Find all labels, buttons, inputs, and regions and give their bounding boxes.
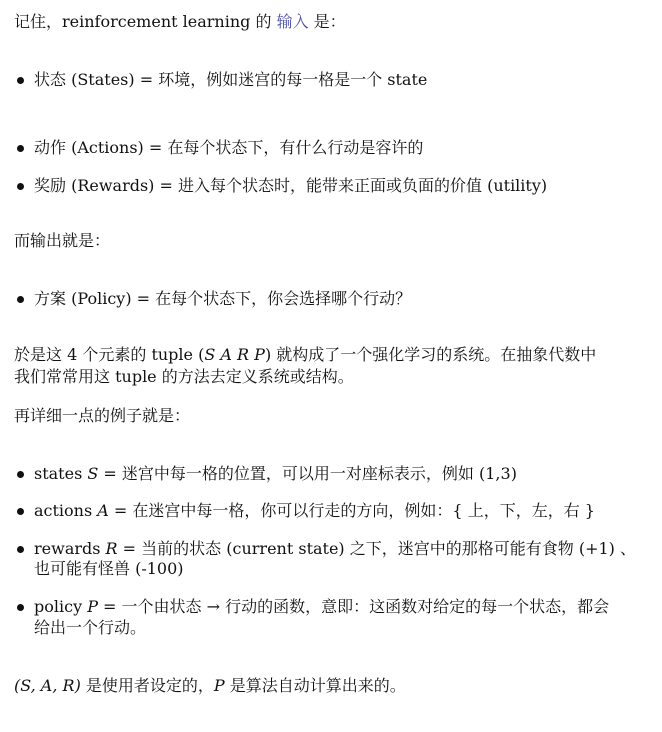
bullet-dot	[17, 183, 24, 190]
bullet-dot	[17, 546, 24, 553]
tuple-paragraph-line2: 我们常常用这 tuple 的方法去定义系统或结构。	[14, 367, 354, 386]
detail-post: = 迷宫中每一格的位置，可以用一对座标表示，例如 (1,3)	[98, 464, 517, 483]
detail-var: S	[87, 464, 99, 483]
intro-line	[14, 11, 346, 33]
output-heading: 而输出就是：	[14, 231, 111, 250]
detail-heading: 再详细一点的例子就是：	[14, 406, 191, 425]
detail-item-rewards	[34, 538, 636, 560]
detail-item-actions	[34, 500, 595, 522]
intro-suffix: 是：	[313, 12, 346, 31]
detail-var: R	[105, 539, 118, 558]
bullet-dot	[17, 508, 24, 515]
detail-pre: policy	[34, 597, 88, 616]
closing-text-1: 是使用者设定的，	[80, 676, 214, 695]
tuple-math: S A R P	[204, 345, 265, 364]
tuple-text-b: ) 就构成了一个强化学习的系统。在抽象代数中	[264, 345, 597, 364]
closing-line	[14, 675, 406, 697]
detail-var: A	[97, 501, 109, 520]
input-link[interactable]: 输入	[276, 12, 309, 31]
detail-item-policy	[34, 596, 609, 618]
bullet-dot	[17, 77, 24, 84]
tuple-paragraph-line1	[14, 344, 596, 366]
detail-item-states	[34, 463, 517, 485]
tuple-text-a: 於是这 4 个元素的 tuple (	[14, 345, 205, 364]
input-item-rewards: 奖励 (Rewards) = 进入每个状态时，能带来正面或负面的价值 (utility)	[34, 176, 548, 195]
input-item-actions: 动作 (Actions) = 在每个状态下，有什么行动是容许的	[34, 138, 424, 157]
bullet-dot	[17, 296, 24, 303]
detail-post: = 当前的状态 (current state) 之下，迷宫中的那格可能有食物 (+1) 、	[117, 539, 637, 558]
detail-post: = 在迷宫中每一格，你可以行走的方向，例如：{ 上，下，左，右 }	[108, 501, 595, 520]
input-item-states: 状态 (States) = 环境，例如迷宫的每一格是一个 state	[34, 70, 428, 89]
detail-post: = 一个由状态 → 行动的函数，意即：这函数对给定的每一个状态，都会	[97, 597, 610, 616]
detail-item-rewards-cont: 也可能有怪兽 (-100)	[34, 559, 184, 578]
output-item-policy: 方案 (Policy) = 在每个状态下，你会选择哪个行动？	[34, 289, 412, 308]
detail-pre: rewards	[34, 539, 106, 558]
detail-var: P	[87, 597, 98, 616]
bullet-dot	[17, 145, 24, 152]
intro-prefix: 记住，reinforcement learning 的	[14, 12, 272, 31]
closing-math-tuple: (S, A, R)	[14, 676, 81, 695]
bullet-dot	[17, 604, 24, 611]
closing-math-p: P	[213, 676, 225, 695]
detail-pre: actions	[34, 501, 98, 520]
detail-pre: states	[34, 464, 88, 483]
closing-text-2: 是算法自动计算出来的。	[224, 676, 406, 695]
detail-item-policy-cont: 给出一个行动。	[34, 618, 147, 637]
bullet-dot	[17, 471, 24, 478]
